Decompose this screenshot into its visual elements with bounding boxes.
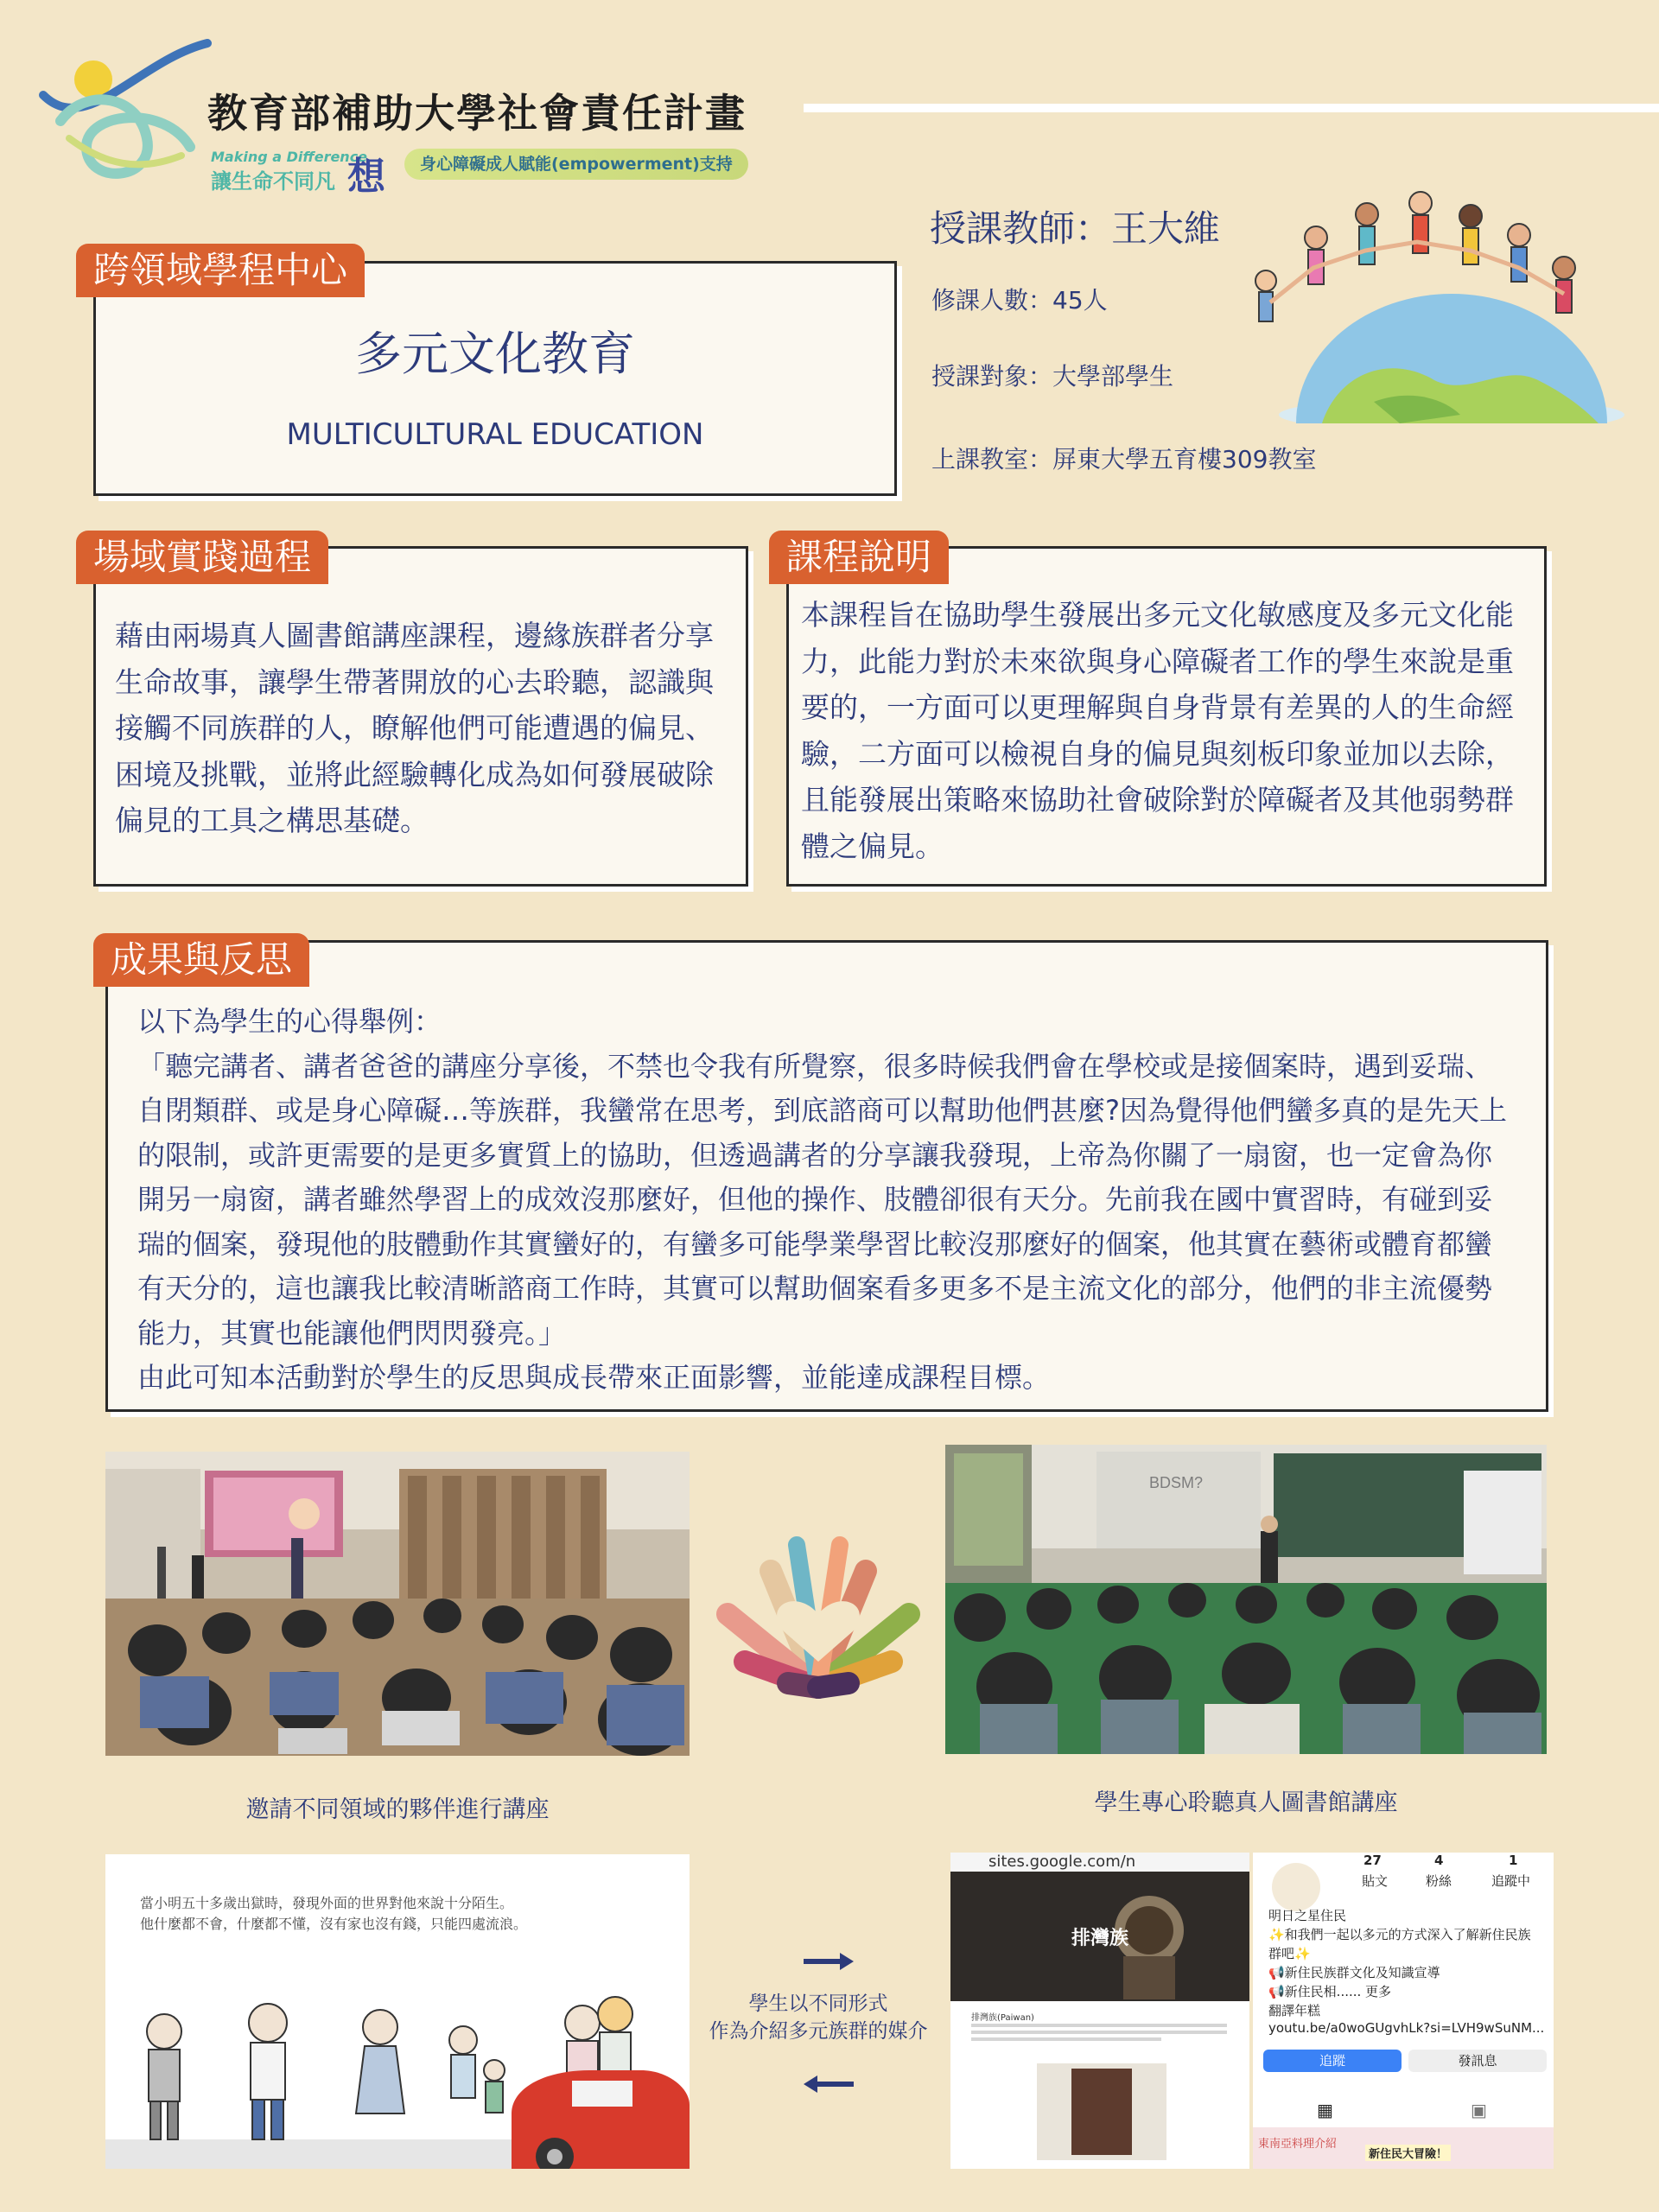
- ig-follow-button[interactable]: 追蹤: [1263, 2050, 1402, 2072]
- site-tribe-title: 排灣族: [1071, 1928, 1128, 1949]
- comic-line-1: 當小明五十多歲出獄時，發現外面的世界對他來說十分陌生。: [140, 1895, 514, 1911]
- ig-posts-count: 27: [1363, 1853, 1382, 1868]
- results-intro: 以下為學生的心得舉例：: [137, 1005, 442, 1038]
- ig-bio-3[interactable]: 📢新住民相...... 更多: [1268, 1984, 1392, 1999]
- course-tag: 跨領域學程中心: [76, 244, 365, 297]
- ig-following-label[interactable]: 追蹤中: [1491, 1873, 1531, 1889]
- description-tag: 課程說明: [769, 531, 949, 584]
- ig-followers-label[interactable]: 粉絲: [1426, 1873, 1452, 1889]
- practice-tag: 場域實踐過程: [76, 531, 328, 584]
- ig-avatar: [1272, 1863, 1320, 1911]
- ig-following-count: 1: [1509, 1853, 1518, 1868]
- program-slogan-cn: 讓生命不同凡: [211, 169, 335, 194]
- comic-line-2: 他什麼都不會，什麼都不懂，沒有家也沒有錢，只能四處流浪。: [140, 1916, 528, 1932]
- course-target: 授課對象：大學部學生: [931, 362, 1174, 391]
- lecture-caption: 邀請不同領域的夥伴進行講座: [245, 1796, 550, 1823]
- classroom-caption: 學生專心聆聽真人圖書館講座: [1094, 1789, 1398, 1816]
- projector-screen-text: BDSM?: [1149, 1474, 1204, 1491]
- ig-bio-1: ✨和我們一起以多元的方式深入了解新住民族群吧✨: [1268, 1927, 1531, 1961]
- teacher-name: 授課教師：王大維: [930, 207, 1221, 250]
- ig-bio-2: 📢新住民族群文化及知識宣導: [1268, 1965, 1440, 1980]
- lecture-photo: [105, 1452, 690, 1756]
- ig-bio-4: 翻譯年糕: [1268, 2003, 1321, 2018]
- arrow-right-icon: [802, 1951, 855, 1972]
- classroom: 上課教室：屏東大學五育樓309教室: [931, 445, 1317, 474]
- results-tag: 成果與反思: [93, 933, 309, 987]
- practice-text: 藉由兩場真人圖書館講座課程，邊緣族群者分享生命故事，讓學生帶著開放的心去聆聽，認識與接觸不同族群的人，瞭解他們可能遭遇的偏見、困境及挑戰，並將此經驗轉化成為如何發展破除偏見的工具之構思基礎。: [115, 619, 714, 837]
- ig-message-button[interactable]: 發訊息: [1408, 2050, 1547, 2072]
- results-box: [105, 940, 1548, 1412]
- header-divider: [804, 104, 1659, 112]
- media-caption-line-1: 學生以不同形式: [748, 1993, 888, 2015]
- ig-posts-label: 貼文: [1362, 1873, 1389, 1889]
- instagram-screenshot: [1253, 1853, 1554, 2169]
- ig-tagged-icon[interactable]: ▣: [1471, 2100, 1487, 2120]
- course-title-en: MULTICULTURAL EDUCATION: [286, 417, 704, 452]
- practice-box: [93, 546, 748, 887]
- description-box: [786, 546, 1547, 887]
- results-conclusion: 由此可知本活動對於學生的反思與成長帶來正面影響，並能達成課程目標。: [137, 1361, 1051, 1394]
- results-quote: 「聽完講者、講者爸爸的講座分享後，不禁也令我有所覺察，很多時候我們會在學校或是接個案時，遇到妥瑞、自閉類群、或是身心障礙…等族群，我蠻常在思考，到底諮商可以幫助他們甚麼?因為覺得他們蠻多真的是先天上的限制，或許更需要的是更多實質上的協助，但透過講者的分享讓我發現，上帝為你關了一扇窗，也一定會為你開另一扇窗，講者雖然學習上的成效沒那麼好，但他的操作、肢體卻很有天分。先前我在國中實習時，有碰到妥瑞的個案，發現他的肢體動作其實蠻好的，有蠻多可能學業學習比較沒那麼好的個案，他其實在藝術或體育都蠻有天分的，這也讓我比較清晰諮商工作時，其實可以幫助個案看多更多不是主流文化的部分，他們的非主流優勢能力，其實也能讓他們閃閃發亮。」: [137, 1049, 1507, 1350]
- site-url[interactable]: sites.google.com/n: [988, 1853, 1136, 1871]
- results-content: [137, 1000, 1511, 1401]
- program-slogan-xiang: 想: [347, 155, 385, 199]
- program-title: 教育部補助大學社會責任計畫: [207, 90, 747, 137]
- ig-link[interactable]: youtu.be/a0woGUgvhLk?si=LVH9wSuNM...: [1268, 2020, 1545, 2036]
- site-tribe-label: 排灣族(Paiwan): [971, 2013, 1034, 2023]
- media-caption-line-2: 作為介紹多元族群的媒介: [709, 2020, 928, 2043]
- arrow-left-icon: [802, 2074, 855, 2094]
- comic-panel: [105, 1854, 690, 2169]
- ig-thumb-2[interactable]: 新住民大冒險！: [1365, 2145, 1451, 2161]
- ig-followers-count: 4: [1434, 1853, 1444, 1868]
- site-screenshot: [950, 1853, 1249, 2169]
- program-badge: 身心障礙成人賦能(empowerment)支持: [404, 149, 748, 180]
- globe-children-illustration: [1244, 181, 1642, 423]
- ig-profile-name: 明日之星住民: [1268, 1908, 1347, 1923]
- ig-thumb-1[interactable]: 東南亞料理介紹: [1258, 2138, 1338, 2151]
- ig-grid-icon[interactable]: ▦: [1317, 2100, 1333, 2120]
- classroom-photo: [945, 1445, 1547, 1754]
- course-title: 多元文化教育: [355, 327, 635, 381]
- student-count: 修課人數：45人: [931, 286, 1108, 315]
- program-slogan-en: Making a Difference: [211, 149, 368, 165]
- description-text: 本課程旨在協助學生發展出多元文化敏感度及多元文化能力，此能力對於未來欲與身心障礙者工作的學生來說是重要的，一方面可以更理解與自身背景有差異的人的生命經驗，二方面可以檢視自身的偏見與刻板印象並加以去除，且能發展出策略來協助社會破除對於障礙者及其他弱勢群體之偏見。: [801, 598, 1514, 863]
- usr-logo-icon: [35, 35, 216, 190]
- hands-heart-illustration: [702, 1510, 935, 1706]
